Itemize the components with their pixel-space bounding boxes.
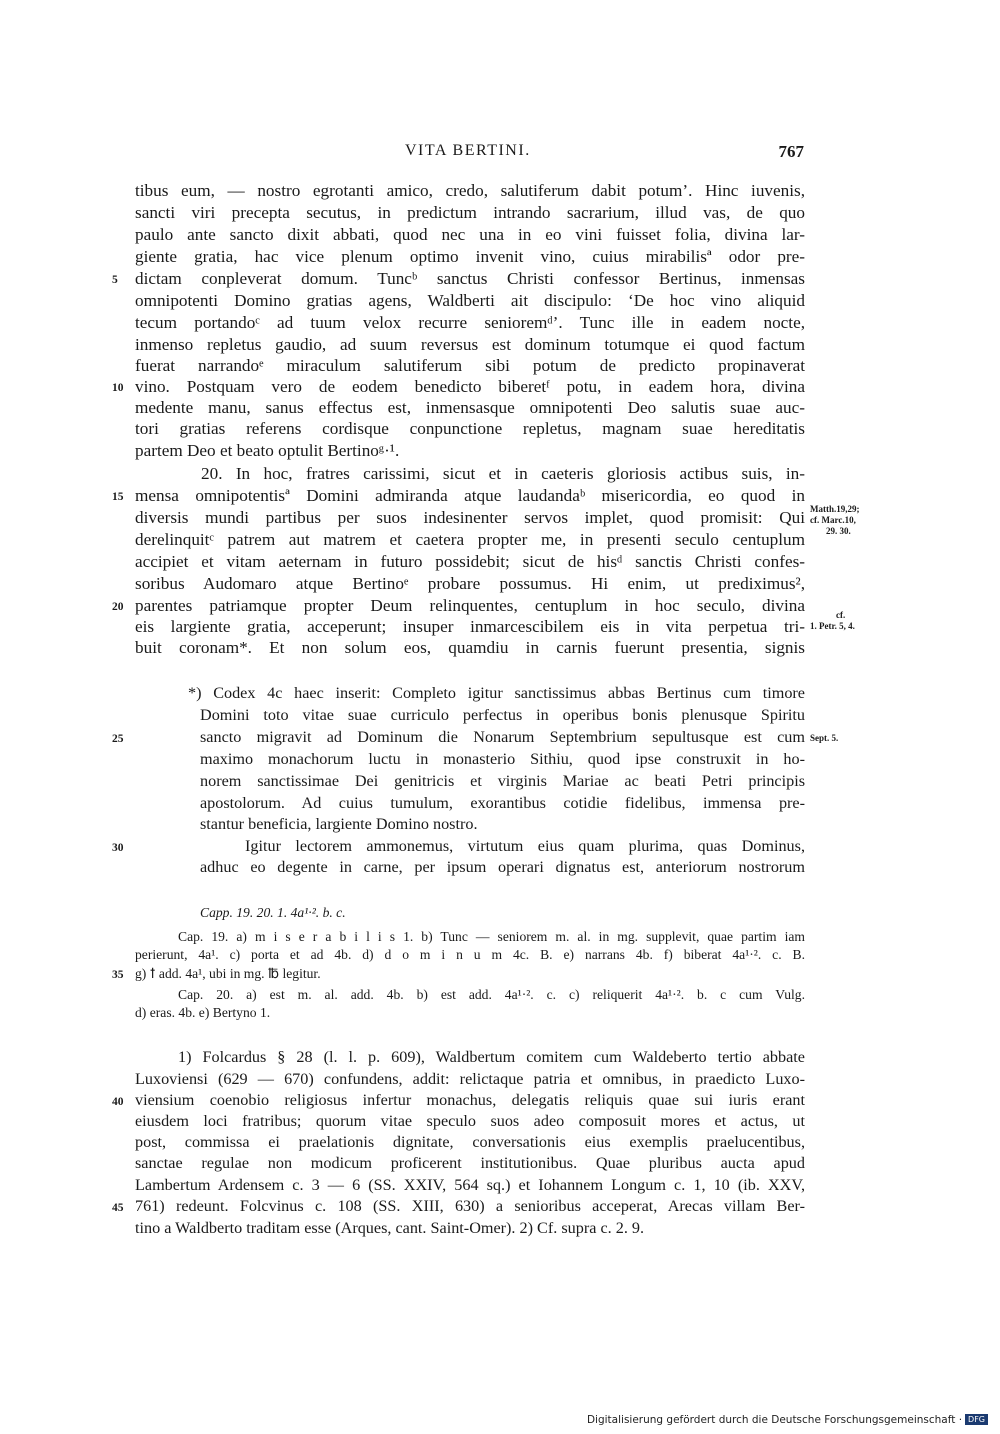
note-line: *) Codex 4c haec inserit: Completo igitur sanctissimus abbas Bertinus cum timore bbox=[188, 684, 805, 702]
footnote-line: tino a Waldberto traditam esse (Arques, cant. Saint-Omer). 2) Cf. supra c. 2. 9. bbox=[135, 1219, 645, 1237]
apparatus-line: g) ꝉ add. 4a¹, ubi in mg. ℔ legitur. bbox=[135, 966, 321, 981]
apparatus-line: Capp. 19. 20. 1. 4a¹·². b. c. bbox=[200, 905, 346, 920]
footnote-line: viensium coenobio religiosus infertur monachus, delegatis reliquis quae sui iuris erant bbox=[135, 1091, 805, 1109]
line-number: 45 bbox=[112, 1202, 124, 1214]
text-line: mensa omnipotentisª Domini admiranda atque laudandaᵇ misericordia, eo quod in bbox=[135, 486, 805, 505]
line-number: 5 bbox=[112, 274, 118, 286]
page-number: 767 bbox=[778, 142, 804, 161]
text-line: eis largiente gratia, acceperunt; insuper inmarcescibilem eis in vita perpetua tri- bbox=[135, 617, 805, 636]
digitization-credit bbox=[587, 1414, 988, 1428]
text-line: buit coronam*. Et non solum eos, quamdiu in carnis fuerunt presentia, signis bbox=[135, 638, 805, 657]
footnote-line: Luxoviensi (629 — 670) confundens, addit: relictaque patria et omnibus, in praedicto Luxo- bbox=[135, 1070, 805, 1088]
footnote-line: sanctae regulae non modicum proficerent institutionibus. Quae pluribus aucta apud bbox=[135, 1154, 805, 1172]
text-line: dictam conpleverat domum. Tuncᵇ sanctus Christi confessor Bertinus, inmensas bbox=[135, 269, 805, 288]
text-line: medente manu, sanus effectus est, inmensasque omnipotenti Deo salutis suae auc- bbox=[135, 398, 805, 417]
footnote-line: eiusdem loci fratribus; quorum vitae speculo suos adeo composuit mores et actus, ut bbox=[135, 1112, 805, 1130]
running-head bbox=[0, 142, 1000, 166]
line-number: 35 bbox=[112, 969, 124, 981]
line-number: 20 bbox=[112, 601, 124, 613]
line-number: 15 bbox=[112, 491, 124, 503]
note-line: Domini toto vitae suae curriculo perfectus in operibus bonis plenusque Spiritu bbox=[200, 706, 805, 724]
note-line: sancto migravit ad Dominum die Nonarum Septembrium sepultusque est cum bbox=[200, 728, 805, 746]
apparatus-line: perierunt, 4a¹. c) porta et ad 4b. d) d o m i n u m 4c. B. e) narrans 4b. f) biberat 4a¹·². c. B. bbox=[135, 947, 805, 962]
note-line: norem sanctissimae Dei genitricis et virginis Mariae ac beati Petri principis bbox=[200, 772, 805, 790]
text-line: diversis mundi partibus per suos indesinenter servos implet, quod promisit: Qui bbox=[135, 508, 805, 527]
text-line: vino. Postquam vero de eodem benedicto biberetᶠ potu, in eadem hora, divina bbox=[135, 377, 805, 396]
credit-text: Digitalisierung gefördert durch die Deutsche Forschungsgemeinschaft · bbox=[586, 1414, 963, 1426]
margin-ref: cf. Marc.10, bbox=[810, 515, 856, 525]
footnote-line: Lambertum Ardensem c. 3 — 6 (SS. XXIV, 564 sq.) et Iohannem Longum c. 1, 10 (ib. XXV, bbox=[135, 1176, 805, 1194]
note-line: adhuc eo degente in carne, per ipsum operari dignatus est, anteriorum nostrorum bbox=[200, 858, 805, 876]
apparatus-line: d) eras. 4b. e) Bertyno 1. bbox=[135, 1005, 271, 1020]
text-line: inmenso repletus gaudio, ad suum reversus est dominum totumque ei quod factum bbox=[135, 335, 805, 354]
note-line: maximo monachorum luctu in monasterio Sithiu, quod ipse construxit in ho- bbox=[200, 750, 805, 768]
text-line: omnipotenti Domino gratias agens, Waldberti ait discipulo: ‘De hoc vino aliquid bbox=[135, 291, 805, 310]
text-line: partem Deo et beato optulit Bertinoᵍ·¹. bbox=[135, 441, 400, 460]
footnote-line: post, commissa ei praelationis dignitate, conversationis eius exemplis praelucentibus, bbox=[135, 1133, 805, 1151]
margin-ref: 1. Petr. 5, 4. bbox=[810, 621, 855, 631]
text-line: derelinquitᶜ patrem aut matrem et caetera propter me, in presenti seculo centuplum bbox=[135, 530, 805, 549]
running-title: VITA BERTINI. bbox=[405, 142, 531, 159]
text-line: tecum portandoᶜ ad tuum velox recurre senioremᵈ’. Tunc ille in eadem nocte, bbox=[135, 313, 805, 332]
text-line: paulo ante sancto dixit abbati, quod nec una in eo vini fuisset folia, divina lar- bbox=[135, 225, 805, 244]
margin-ref: cf. bbox=[836, 610, 846, 620]
margin-ref: Sept. 5. bbox=[810, 733, 839, 743]
note-line: apostolorum. Ad cuius tumulum, exorantibus cotidie fidelibus, immensa pre- bbox=[200, 794, 805, 812]
text-line: tibus eum, — nostro egrotanti amico, credo, salutiferum dabit potum’. Hinc iuvenis, bbox=[135, 181, 805, 200]
footnote-line: 761) redeunt. Folcvinus c. 108 (SS. XIII, 630) a senioribus acceperat, Arecas villam Ber- bbox=[135, 1197, 805, 1215]
margin-ref: Matth.19,29; bbox=[810, 504, 860, 514]
line-number: 25 bbox=[112, 733, 124, 745]
text-line: fuerat narrandoᵉ miraculum salutiferum sibi potum de predicto propinaverat bbox=[135, 356, 805, 375]
text-line: sancti viri precepta secutus, in predictum intrando sacrarium, illud vas, de quo bbox=[135, 203, 805, 222]
text-line: accipiet et vitam aeternam in futuro possidebit; sicut de hisᵈ sanctis Christi confes- bbox=[135, 552, 805, 571]
text-line: tori gratias referens cordisque conpunctione repletus, magnam suae hereditatis bbox=[135, 419, 805, 438]
line-number: 10 bbox=[112, 382, 124, 394]
text-line: giente gratia, hac vice plenum optimo invenit vino, cuius mirabilisª odor pre- bbox=[135, 247, 805, 266]
line-number: 30 bbox=[112, 842, 124, 854]
apparatus-line: Cap. 19. a) m i s e r a b i l i s 1. b) Tunc — seniorem m. al. in mg. supplevit, quae partim iam bbox=[178, 929, 805, 944]
footnote-line: 1) Folcardus § 28 (l. l. p. 609), Waldbertum comitem cum Waldeberto tertio abbate bbox=[178, 1048, 805, 1066]
margin-ref: 29. 30. bbox=[826, 526, 851, 536]
dfg-logo: DFG bbox=[965, 1414, 988, 1425]
apparatus-line: Cap. 20. a) est m. al. add. 4b. b) est add. 4a¹·². c. c) reliquerit 4a¹·². b. c cum Vulg. bbox=[178, 987, 805, 1002]
note-line: Igitur lectorem ammonemus, virtutum eius quam plurima, quas Dominus, bbox=[245, 837, 805, 855]
text-line: 20. In hoc, fratres carissimi, sicut et in caeteris gloriosis actibus suis, in- bbox=[201, 464, 805, 483]
note-line: stantur beneficia, largiente Domino nostro. bbox=[200, 815, 478, 833]
text-line: soribus Audomaro atque Bertinoᵉ probare possumus. Hi enim, ut prediximus², bbox=[135, 574, 805, 593]
text-line: parentes patriamque propter Deum relinquentes, centuplum in hoc seculo, divina bbox=[135, 596, 805, 615]
line-number: 40 bbox=[112, 1096, 124, 1108]
